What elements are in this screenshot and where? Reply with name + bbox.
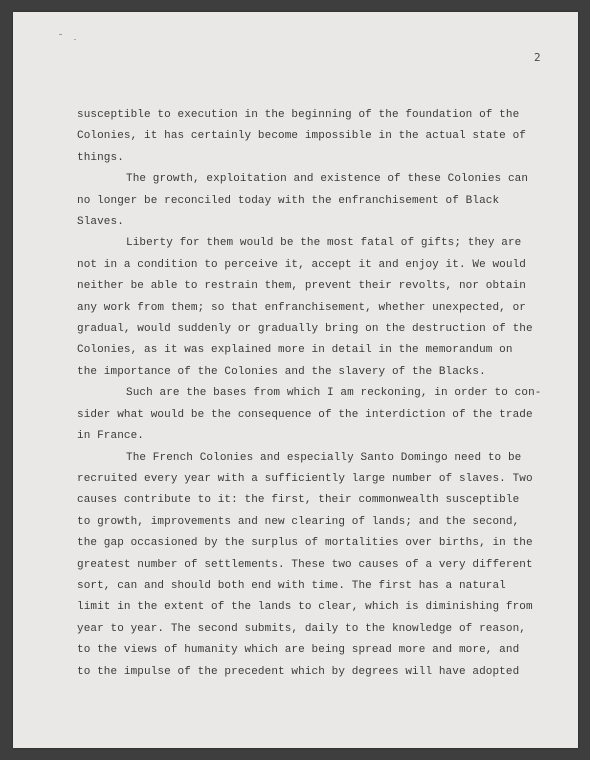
text-line: things. bbox=[77, 151, 124, 164]
paragraph-2 bbox=[77, 169, 542, 233]
page-number: 2 bbox=[534, 51, 541, 64]
text-line: gradual, would suddenly or gradually bring on the destruction of the bbox=[77, 323, 533, 336]
text-line: limit in the extent of the lands to clear, which is diminishing from bbox=[77, 601, 533, 614]
text-line: year to year. The second submits, daily to the knowledge of reason, bbox=[77, 622, 526, 635]
paragraph-5 bbox=[77, 448, 542, 683]
text-line: to the views of humanity which are being spread more and more, and bbox=[77, 644, 520, 657]
text-line: Liberty for them would be the most fatal of gifts; they are bbox=[126, 237, 522, 250]
text-line: The growth, exploitation and existence of these Colonies can bbox=[126, 173, 529, 186]
text-line: greatest number of settlements. These two causes of a very different bbox=[77, 558, 533, 571]
text-line: recruited every year with a sufficiently large number of slaves. Two bbox=[77, 472, 533, 485]
text-line: susceptible to execution in the beginning of the foundation of the bbox=[77, 109, 520, 121]
text-line: not in a condition to perceive it, accept it and enjoy it. We would bbox=[77, 258, 526, 271]
text-line: to the impulse of the precedent which by degrees will have adopted bbox=[77, 665, 520, 678]
paper-speck bbox=[74, 39, 76, 40]
text-line: any work from them; so that enfranchisement, whether unexpected, or bbox=[77, 301, 526, 314]
text-line: no longer be reconciled today with the enfranchisement of Black bbox=[77, 194, 500, 207]
text-line: the gap occasioned by the surplus of mortalities over births, in the bbox=[77, 537, 533, 550]
text-line: Colonies, it has certainly become impossible in the actual state of bbox=[77, 130, 526, 143]
text-line: The French Colonies and especially Santo Domingo need to be bbox=[126, 451, 522, 464]
paper-speck bbox=[59, 34, 62, 35]
text-line: causes contribute to it: the first, their commonwealth susceptible bbox=[77, 494, 520, 507]
text-line: to growth, improvements and new clearing of lands; and the second, bbox=[77, 515, 520, 528]
text-line: sider what would be the consequence of the interdiction of the trade bbox=[77, 408, 533, 421]
text-line: Slaves. bbox=[77, 216, 124, 229]
text-line: Such are the bases from which I am reckoning, in order to con- bbox=[126, 387, 542, 400]
document-body bbox=[77, 105, 542, 683]
text-line: the importance of the Colonies and the slavery of the Blacks. bbox=[77, 365, 486, 378]
paragraph-1 bbox=[77, 105, 542, 169]
text-line: sort, can and should both end with time. The first has a natural bbox=[77, 579, 506, 592]
paragraph-3 bbox=[77, 233, 542, 383]
text-line: Colonies, as it was explained more in detail in the memorandum on bbox=[77, 344, 513, 357]
paragraph-4 bbox=[77, 383, 542, 447]
document-page bbox=[13, 12, 578, 748]
text-line: in France. bbox=[77, 430, 145, 443]
text-line: neither be able to restrain them, prevent their revolts, nor obtain bbox=[77, 280, 526, 293]
